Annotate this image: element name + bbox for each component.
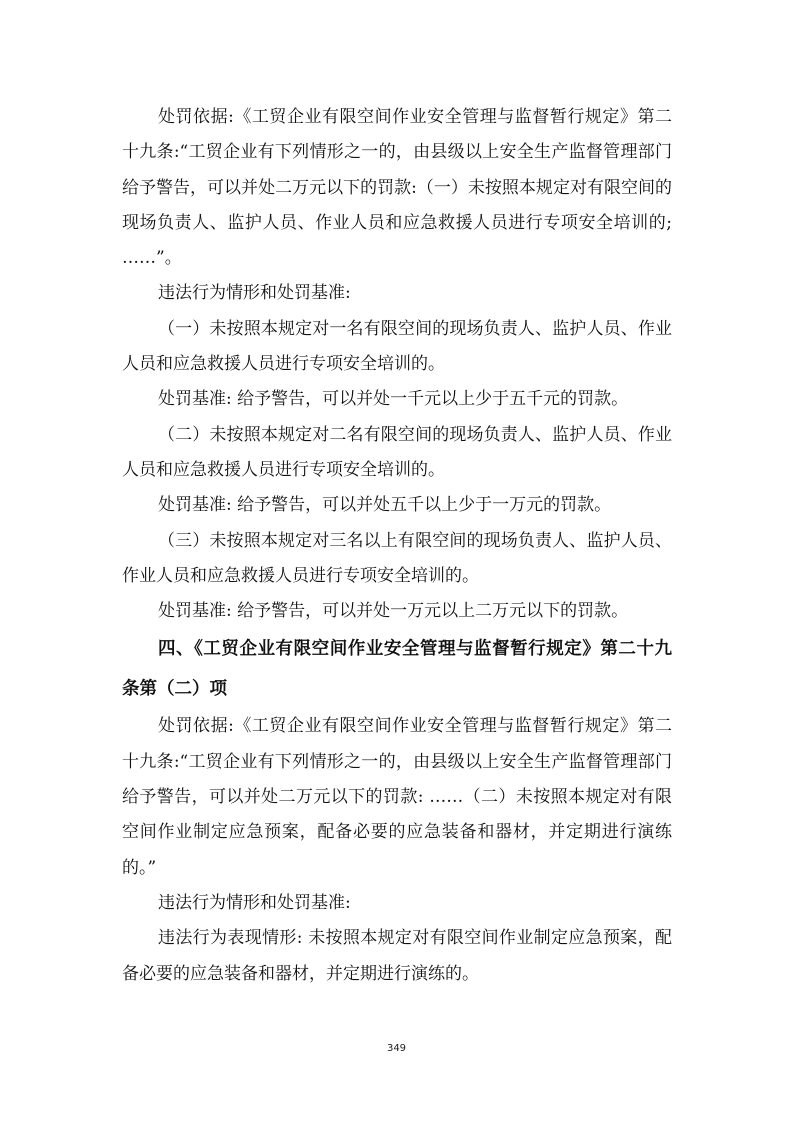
paragraph-violation-heading: 违法行为情形和处罚基准: <box>158 283 351 304</box>
paragraph-case-2: （二）未按照本规定对二名有限空间的现场负责人、监护人员、作业人员和应急救援人员进行专项安全培训的。 <box>122 424 672 480</box>
paragraph-case-3-penalty: 处罚基准: 给予警告，可以并处一万元以上二万元以下的罚款。 <box>158 601 629 622</box>
paragraph-case-3: （三）未按照本规定对三名以上有限空间的现场负责人、监护人员、作业人员和应急救援人员进行专项安全培训的。 <box>122 530 672 586</box>
paragraph-case-1-penalty: 处罚基准: 给予警告，可以并处一千元以上少于五千元的罚款。 <box>158 389 629 410</box>
body-text <box>122 100 672 992</box>
paragraph-penalty-basis-2: 处罚依据:《工贸企业有限空间作业安全管理与监督暂行规定》第二十九条:“工贸企业有下列情形之一的，由县级以上安全生产监督管理部门给予警告，可以并处二万元以下的罚款: ……（二）未按照本规定对有限空间作业制定应急预案，配备必要的应急装备和器材，并定期进行演练的。” <box>122 716 672 878</box>
page-number: 349 <box>386 1043 407 1054</box>
paragraph-violation-description: 违法行为表现情形: 未按照本规定对有限空间作业制定应急预案，配备必要的应急装备和器材，并定期进行演练的。 <box>122 928 672 984</box>
section-heading: 四、《工贸企业有限空间作业安全管理与监督暂行规定》第二十九条第（二）项 <box>122 639 672 700</box>
paragraph-case-2-penalty: 处罚基准: 给予警告，可以并处五千以上少于一万元的罚款。 <box>158 495 612 516</box>
paragraph-penalty-basis: 处罚依据:《工贸企业有限空间作业安全管理与监督暂行规定》第二十九条:“工贸企业有下列情形之一的，由县级以上安全生产监督管理部门给予警告，可以并处二万元以下的罚款:（一）未按照本规定对有限空间的现场负责人、监护人员、作业人员和应急救援人员进行专项安全培训的; ……”。 <box>122 107 672 269</box>
paragraph-violation-heading-2: 违法行为情形和处罚基准: <box>158 892 351 913</box>
paragraph-case-1: （一）未按照本规定对一名有限空间的现场负责人、监护人员、作业人员和应急救援人员进行专项安全培训的。 <box>122 318 672 375</box>
